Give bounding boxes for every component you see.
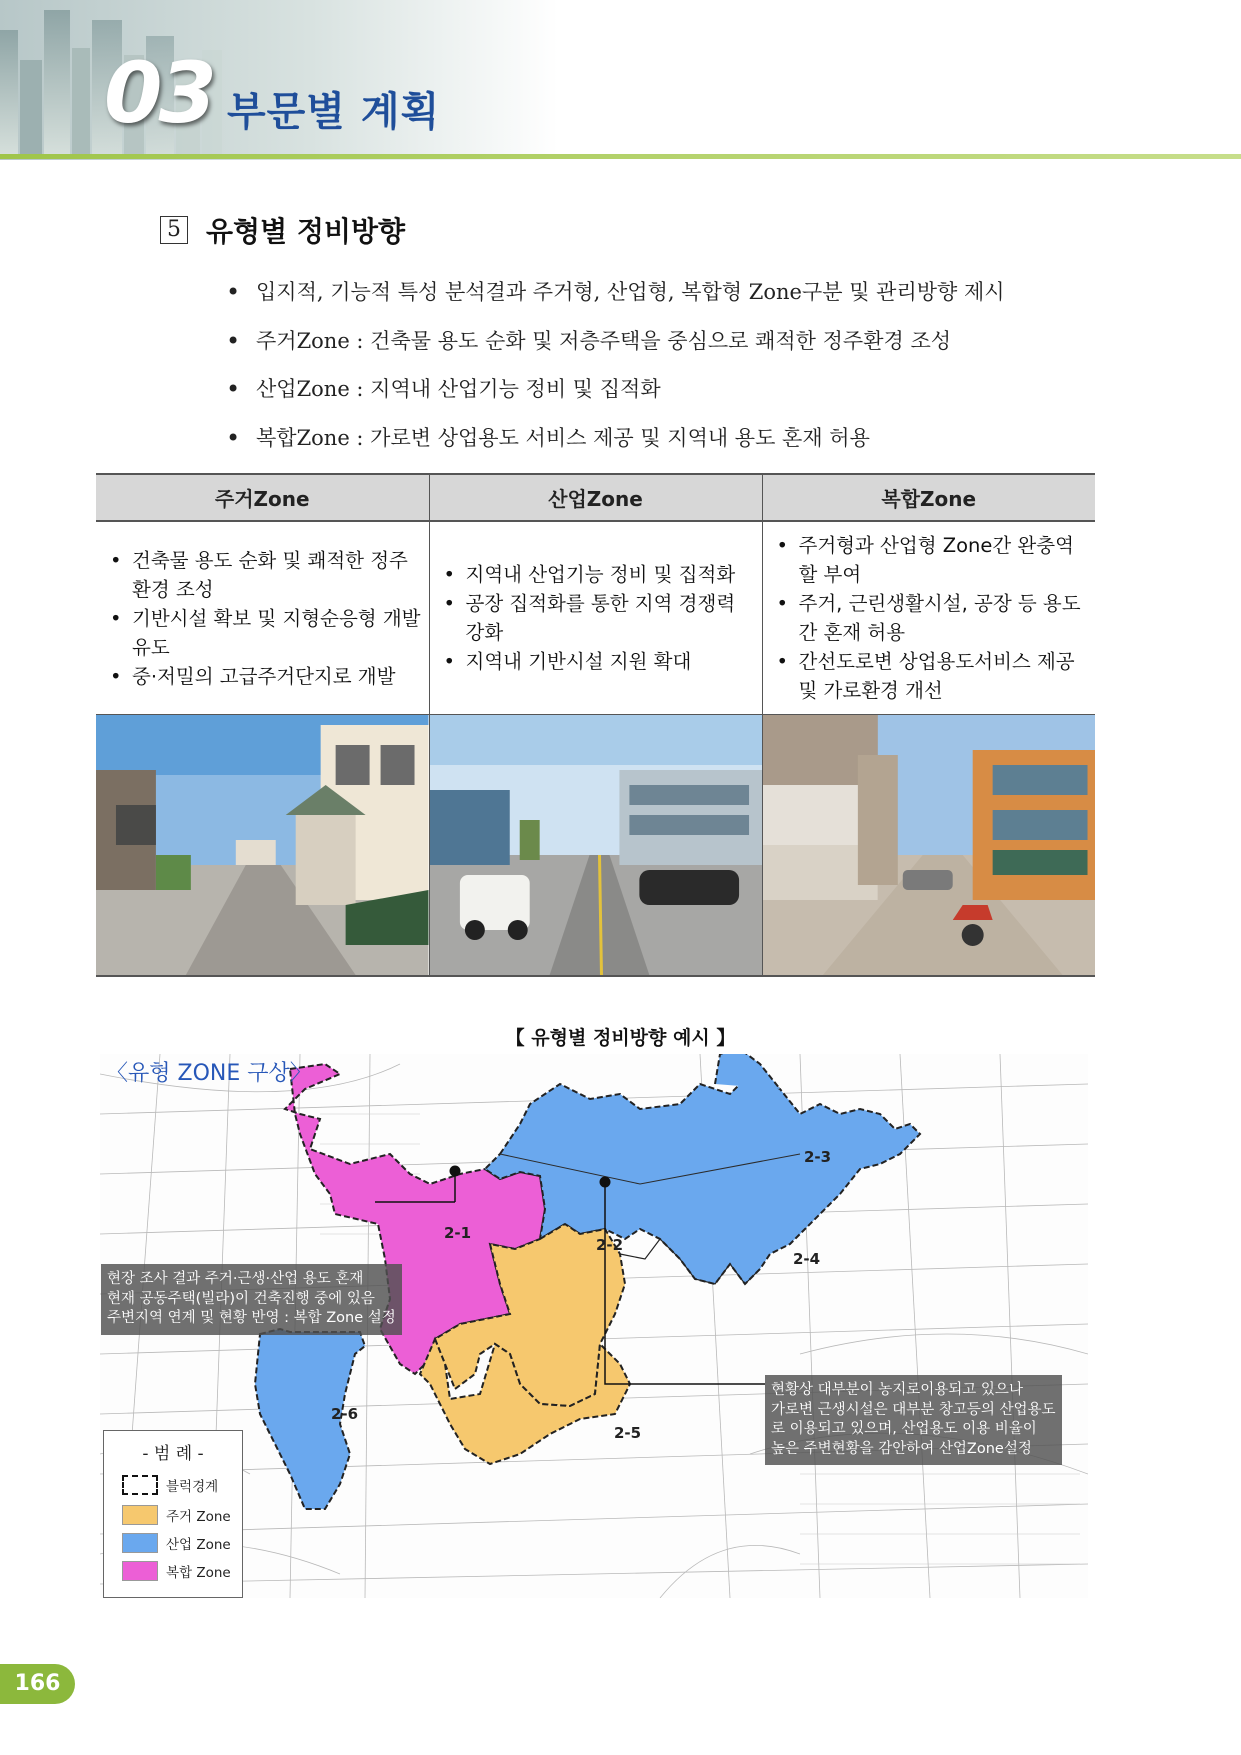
zone-label-2-1: 2-1 bbox=[444, 1224, 472, 1242]
mixed-zone-callout bbox=[101, 1264, 402, 1335]
zone-label-2-4: 2-4 bbox=[793, 1250, 821, 1268]
industrial-zone-callout bbox=[765, 1375, 1062, 1465]
mixed-zone-description bbox=[762, 521, 1095, 715]
bullet-item: • 주거Zone : 건축물 용도 순화 및 저층주택을 중심으로 쾌적한 정주환경 조성 bbox=[226, 321, 1005, 370]
residential-street-photo bbox=[96, 715, 429, 977]
list-item: • 지역내 산업기능 정비 및 집적화 bbox=[442, 560, 754, 589]
zone-label-2-3: 2-3 bbox=[804, 1148, 832, 1166]
list-item: • 중·저밀의 고급주거단지로 개발 bbox=[108, 662, 421, 691]
list-item: • 간선도로변 상업용도서비스 제공 및 가로환경 개선 bbox=[775, 647, 1088, 705]
list-item: • 기반시설 확보 및 지형순응형 개발 유도 bbox=[108, 604, 421, 662]
legend-title: - 범 례 - bbox=[142, 1444, 204, 1464]
callout-line: 현황상 대부분이 농지로이용되고 있으나 bbox=[771, 1382, 1023, 1398]
callout-line: 높은 주변현황을 감안하여 산업Zone설정 bbox=[771, 1440, 1032, 1457]
industrial-street-photo bbox=[429, 715, 762, 977]
industrial-zone-description bbox=[429, 521, 762, 715]
legend-label: 산업 Zone bbox=[166, 1537, 231, 1553]
figure-caption: 【 유형별 정비방향 예시 】 bbox=[505, 1027, 736, 1049]
map-legend bbox=[103, 1430, 243, 1598]
callout-line: 주변지역 연계 및 현황 반영 : 복합 Zone 설정 bbox=[107, 1310, 396, 1326]
chapter-number: 03 bbox=[104, 44, 213, 142]
header-mixed-zone: 복합Zone bbox=[762, 474, 1095, 521]
list-item: • 공장 집적화를 통한 지역 경쟁력 강화 bbox=[442, 589, 754, 647]
page-number: 166 bbox=[0, 1664, 75, 1704]
mixed-swatch bbox=[122, 1561, 158, 1581]
header-divider bbox=[0, 154, 1241, 159]
legend-label: 블럭경계 bbox=[166, 1479, 219, 1495]
callout-line: 현장 조사 결과 주거·근생·산업 용도 혼재 bbox=[107, 1271, 364, 1287]
header-industrial-zone: 산업Zone bbox=[429, 474, 762, 521]
bullet-item: • 산업Zone : 지역내 산업기능 정비 및 집적화 bbox=[226, 369, 1005, 418]
callout-line: 현재 공동주택(빌라)이 건축진행 중에 있음 bbox=[107, 1290, 375, 1307]
list-item: • 주거, 근린생활시설, 공장 등 용도간 혼재 허용 bbox=[775, 589, 1088, 647]
section-title: 유형별 정비방향 bbox=[206, 215, 406, 248]
mixed-street-photo bbox=[762, 715, 1095, 977]
section-number: 5 bbox=[160, 216, 188, 244]
chapter-title: 부문별 계획 bbox=[227, 89, 441, 135]
residential-swatch bbox=[122, 1505, 158, 1525]
legend-label: 주거 Zone bbox=[166, 1509, 231, 1525]
block-boundary-swatch bbox=[122, 1475, 158, 1495]
chapter-header bbox=[0, 0, 1241, 160]
callout-line: 가로변 근생시설은 대부분 창고등의 산업용도 bbox=[771, 1401, 1056, 1418]
map-title: 〈유형 ZONE 구상〉 bbox=[106, 1061, 312, 1086]
zone-label-2-6: 2-6 bbox=[331, 1405, 359, 1423]
industrial-swatch bbox=[122, 1533, 158, 1553]
legend-item-residential bbox=[122, 1505, 231, 1525]
legend-item-mixed bbox=[122, 1561, 231, 1581]
section-heading bbox=[160, 210, 405, 250]
summary-bullets bbox=[226, 272, 1005, 466]
list-item: • 주거형과 산업형 Zone간 완충역할 부여 bbox=[775, 531, 1088, 589]
header-residential-zone: 주거Zone bbox=[96, 474, 429, 521]
legend-item-industrial bbox=[122, 1533, 231, 1553]
zone-label-2-5: 2-5 bbox=[614, 1424, 642, 1442]
zone-table bbox=[96, 473, 1095, 977]
zone-label-2-2: 2-2 bbox=[596, 1236, 624, 1254]
list-item: • 지역내 기반시설 지원 확대 bbox=[442, 647, 754, 676]
list-item: • 건축물 용도 순화 및 쾌적한 정주환경 조성 bbox=[108, 546, 421, 604]
legend-label: 복합 Zone bbox=[166, 1565, 231, 1581]
callout-line: 로 이용되고 있으며, 산업용도 이용 비율이 bbox=[771, 1421, 1037, 1437]
bullet-item: • 복합Zone : 가로변 상업용도 서비스 제공 및 지역내 용도 혼재 허용 bbox=[226, 418, 1005, 467]
legend-item-block-boundary bbox=[122, 1475, 218, 1495]
bullet-item: • 입지적, 기능적 특성 분석결과 주거형, 산업형, 복합형 Zone구분 및 관리방향 제시 bbox=[226, 272, 1005, 321]
residential-zone-description bbox=[96, 521, 429, 715]
